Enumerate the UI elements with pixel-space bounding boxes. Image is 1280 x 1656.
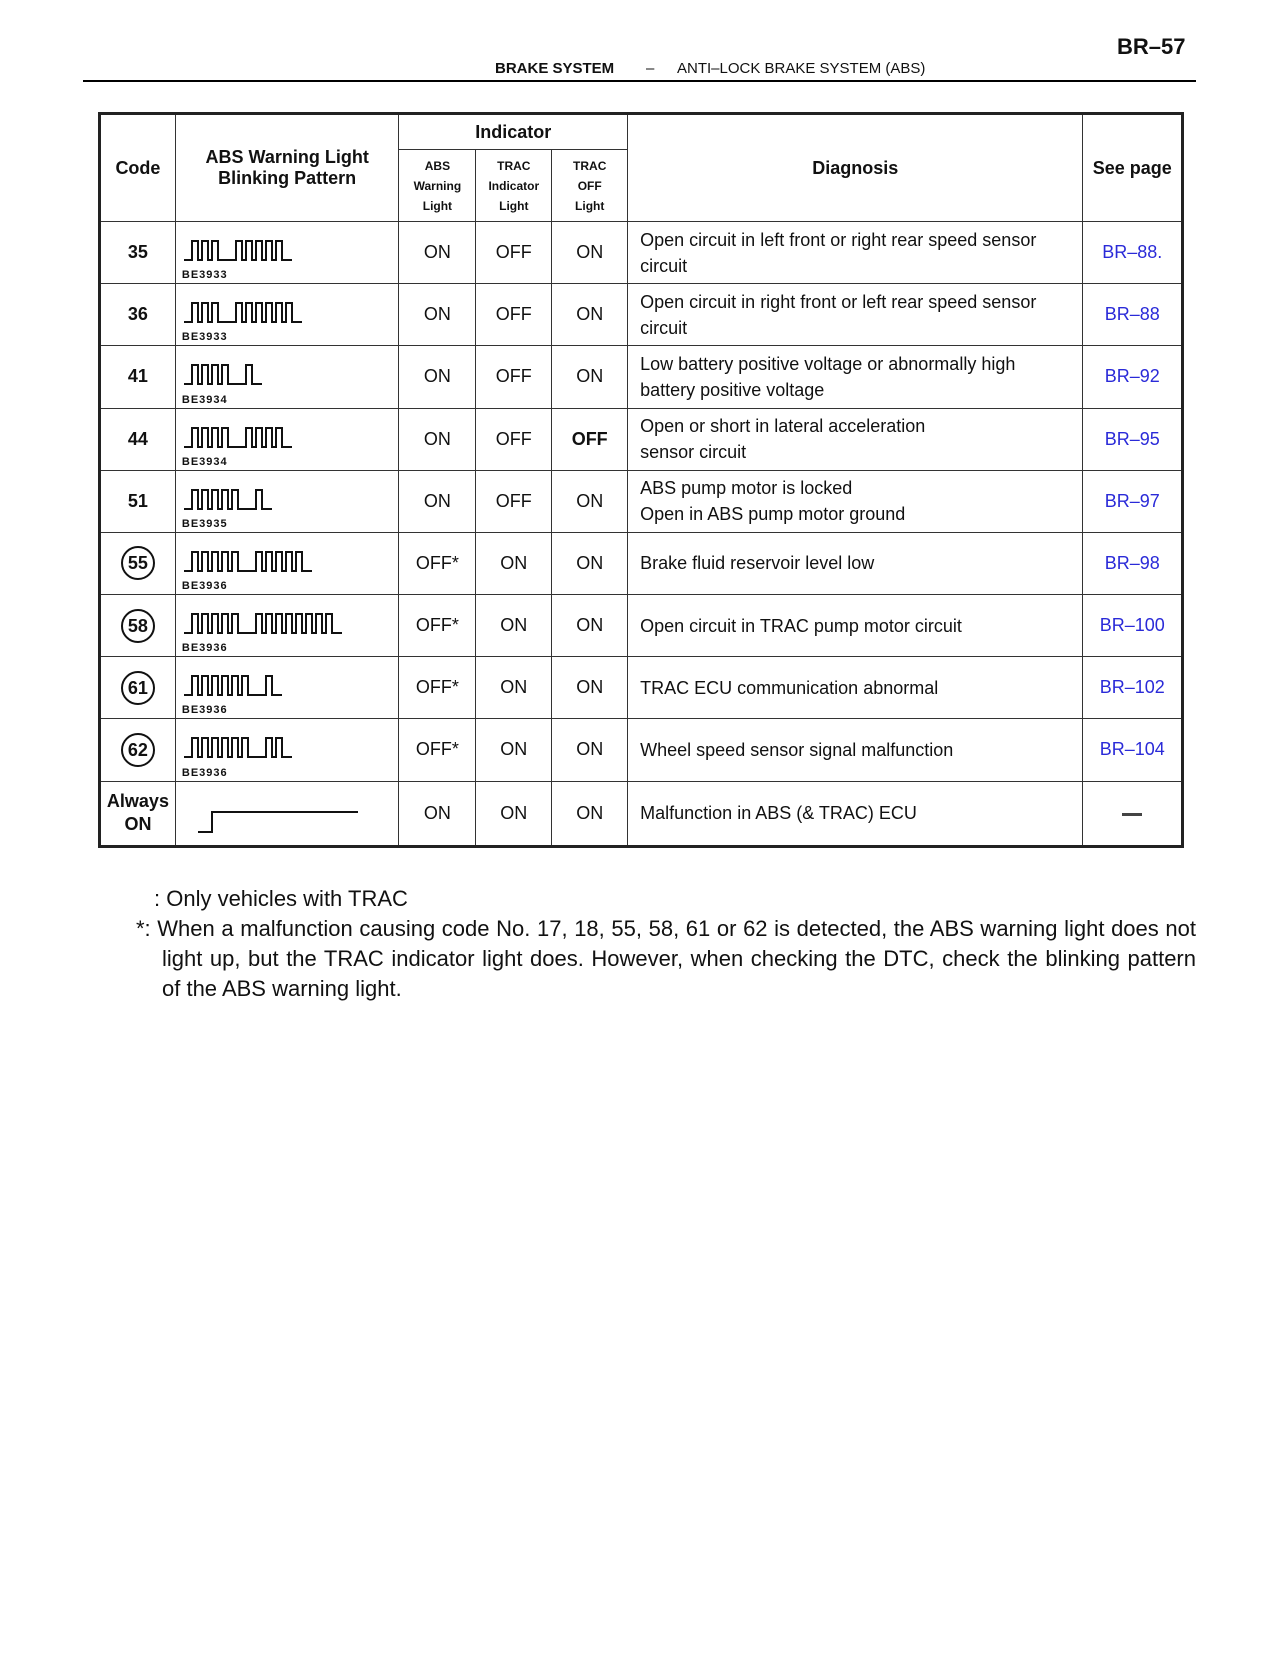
header-abs-line3: Light <box>422 198 453 213</box>
dtc-table <box>98 112 1184 848</box>
diagnosis-line1: ABS pump motor is locked <box>640 478 853 499</box>
header-tracoff-line2: OFF <box>577 178 602 193</box>
header-trac-indicator-light <box>476 150 552 222</box>
diagnosis-line2: circuit <box>640 255 688 276</box>
diagnosis-line1: Low battery positive voltage or abnormally high <box>640 353 1016 374</box>
header-tracoff-line1: TRAC <box>573 158 607 173</box>
table-row-always-on <box>100 781 1183 846</box>
figure-id: BE3936 <box>181 642 228 655</box>
subsection-title: ANTI–LOCK BRAKE SYSTEM (ABS) <box>677 60 926 77</box>
header-trac-line3: Light <box>499 198 529 213</box>
abs-warning-value: ON <box>399 470 476 532</box>
figure-id: BE3934 <box>181 393 228 406</box>
waveform-line <box>184 241 292 260</box>
no-page-dash <box>1122 813 1142 816</box>
header-code: Code <box>100 114 176 222</box>
diagnosis-text <box>628 408 1083 470</box>
header-see-page: See page <box>1083 114 1183 222</box>
blink-waveform <box>182 425 394 451</box>
trac-off-value: ON <box>552 595 628 657</box>
waveform-line <box>184 676 282 695</box>
page-number: BR–57 <box>1117 34 1186 59</box>
diagnosis-text <box>628 346 1083 408</box>
diagnosis-text <box>628 719 1083 781</box>
steady-on-waveform <box>182 798 382 838</box>
header-diagnosis: Diagnosis <box>628 114 1083 222</box>
diagnosis-text <box>628 284 1083 346</box>
code-number: 35 <box>127 242 148 263</box>
dtc-code <box>100 222 176 284</box>
diagnosis-line1: Brake fluid reservoir level low <box>640 553 875 574</box>
blink-waveform <box>182 611 394 637</box>
trac-indicator-value: OFF <box>476 284 552 346</box>
figure-id: BE3935 <box>181 517 228 530</box>
blink-waveform <box>182 300 394 326</box>
trac-indicator-value: ON <box>476 657 552 719</box>
header-abs-line2: Warning <box>413 178 462 193</box>
waveform-line <box>184 303 302 322</box>
abs-warning-value: ON <box>399 346 476 408</box>
waveform-line <box>184 365 262 384</box>
blink-waveform <box>182 673 394 699</box>
see-page-none <box>1083 781 1183 846</box>
dtc-code <box>100 657 176 719</box>
diagnosis-text <box>628 657 1083 719</box>
diagnosis-text <box>628 532 1083 594</box>
trac-off-value: ON <box>552 346 628 408</box>
see-page-link[interactable]: BR–95 <box>1083 408 1183 470</box>
trac-indicator-value: OFF <box>476 222 552 284</box>
abs-warning-value: OFF* <box>399 719 476 781</box>
diagnosis-line1: Open or short in lateral acceleration <box>640 416 926 437</box>
see-page-link[interactable]: BR–102 <box>1083 657 1183 719</box>
running-header <box>83 60 1196 82</box>
code-number: 41 <box>127 366 148 387</box>
header-blinking-pattern <box>175 114 399 222</box>
trac-indicator-value: OFF <box>476 408 552 470</box>
trac-indicator-value: ON <box>476 532 552 594</box>
blink-waveform <box>182 549 394 575</box>
header-trac-line2: Indicator <box>488 178 540 193</box>
figure-id: BE3936 <box>181 766 228 779</box>
figure-id: BE3936 <box>181 580 228 593</box>
diagnosis-text: Malfunction in ABS (& TRAC) ECU <box>628 781 1083 846</box>
trac-indicator-value: OFF <box>476 470 552 532</box>
see-page-link[interactable]: BR–97 <box>1083 470 1183 532</box>
header-trac-line1: TRAC <box>497 158 531 173</box>
diagnosis-line2: circuit <box>640 317 688 338</box>
trac-off-value: ON <box>552 719 628 781</box>
dtc-code <box>100 346 176 408</box>
see-page-link[interactable]: BR–104 <box>1083 719 1183 781</box>
see-page-link[interactable]: BR–88 <box>1083 284 1183 346</box>
blink-waveform <box>182 362 394 388</box>
diagnosis-text <box>628 222 1083 284</box>
footnotes <box>136 884 1196 1004</box>
waveform-line <box>184 490 272 509</box>
diagnosis-text <box>628 470 1083 532</box>
blink-pattern <box>175 532 399 594</box>
blink-pattern <box>175 470 399 532</box>
header-pattern-line1: ABS Warning Light <box>205 147 369 167</box>
trac-indicator-value: ON <box>476 719 552 781</box>
header-trac-off-light <box>552 150 628 222</box>
circled-code-number: 61 <box>121 671 155 705</box>
trac-off-value: ON <box>552 657 628 719</box>
waveform-line <box>184 428 292 447</box>
trac-indicator-value: ON <box>476 595 552 657</box>
header-pattern-line2: Blinking Pattern <box>218 168 357 188</box>
table-row <box>100 284 1183 346</box>
note-trac-only: : Only vehicles with TRAC <box>154 886 408 911</box>
dtc-code <box>100 408 176 470</box>
figure-id: BE3934 <box>181 455 228 468</box>
dtc-code <box>100 532 176 594</box>
abs-warning-value: OFF* <box>399 657 476 719</box>
header-separator: – <box>646 60 655 77</box>
diagnosis-line1: Open circuit in TRAC pump motor circuit <box>640 615 962 636</box>
note-asterisk: *: When a malfunction causing code No. 17, 18, 55, 58, 61 or 62 is detected, the ABS warning light does not light up, but the TRAC indicator light does. However, when checking the DTC, check the blinking pattern of the ABS warning light. <box>136 916 1196 1001</box>
figure-id: BE3936 <box>181 704 228 717</box>
table-row <box>100 719 1183 781</box>
dtc-code <box>100 595 176 657</box>
diagnosis-text <box>628 595 1083 657</box>
blink-pattern <box>175 719 399 781</box>
blink-pattern <box>175 346 399 408</box>
blink-pattern <box>175 657 399 719</box>
code-number: 36 <box>127 304 148 325</box>
blink-waveform <box>182 238 394 264</box>
code-number: 44 <box>127 428 148 449</box>
table-row <box>100 532 1183 594</box>
figure-id: BE3933 <box>181 331 228 344</box>
waveform-line <box>184 614 342 633</box>
diagnosis-line2: sensor circuit <box>640 442 747 463</box>
trac-off-value: ON <box>552 781 628 846</box>
code-always-line2: ON <box>124 814 152 835</box>
header-tracoff-line3: Light <box>575 198 605 213</box>
diagnosis-line2: Open in ABS pump motor ground <box>640 504 906 525</box>
diagnosis-line1: Open circuit in left front or right rear speed sensor <box>640 229 1037 250</box>
code-always-line1: Always <box>106 791 169 812</box>
table-row <box>100 222 1183 284</box>
see-page-link[interactable]: BR–88. <box>1083 222 1183 284</box>
circled-code-number: 62 <box>121 733 155 767</box>
table-row <box>100 657 1183 719</box>
table-row <box>100 408 1183 470</box>
waveform-line <box>184 552 312 571</box>
blink-waveform <box>182 735 394 761</box>
waveform-line <box>184 738 292 757</box>
abs-warning-value: ON <box>399 222 476 284</box>
header-abs-warning-light <box>399 150 476 222</box>
table-row <box>100 470 1183 532</box>
circled-code-number: 55 <box>121 546 155 580</box>
abs-warning-value: OFF* <box>399 595 476 657</box>
blink-pattern <box>175 595 399 657</box>
dtc-code <box>100 284 176 346</box>
header-indicator: Indicator <box>399 114 628 150</box>
trac-indicator-value: OFF <box>476 346 552 408</box>
circled-code-number: 58 <box>121 609 155 643</box>
code-number: 51 <box>127 490 148 511</box>
diagnosis-line1: TRAC ECU communication abnormal <box>640 677 939 698</box>
table-row <box>100 346 1183 408</box>
blink-waveform <box>182 487 394 513</box>
see-page-link[interactable]: BR–92 <box>1083 346 1183 408</box>
diagnosis-line2: battery positive voltage <box>640 379 825 400</box>
trac-off-value: ON <box>552 222 628 284</box>
trac-off-value: ON <box>552 284 628 346</box>
dtc-table-body <box>100 222 1183 847</box>
see-page-link[interactable]: BR–98 <box>1083 532 1183 594</box>
header-abs-line1: ABS <box>424 158 451 173</box>
blink-pattern <box>175 222 399 284</box>
blink-pattern <box>175 408 399 470</box>
blink-pattern <box>175 284 399 346</box>
abs-warning-value: OFF* <box>399 532 476 594</box>
code-always-on <box>100 781 176 846</box>
see-page-link[interactable]: BR–100 <box>1083 595 1183 657</box>
abs-warning-value: ON <box>399 781 476 846</box>
abs-warning-value: ON <box>399 408 476 470</box>
table-row <box>100 595 1183 657</box>
trac-indicator-value: ON <box>476 781 552 846</box>
dtc-code <box>100 470 176 532</box>
blink-pattern-always-on <box>175 781 399 846</box>
diagnosis-line1: Wheel speed sensor signal malfunction <box>640 739 954 760</box>
trac-off-value: ON <box>552 532 628 594</box>
trac-off-value: OFF <box>552 408 628 470</box>
diagnosis-line1: Open circuit in right front or left rear speed sensor <box>640 291 1037 312</box>
section-title: BRAKE SYSTEM <box>495 60 615 77</box>
trac-off-value: ON <box>552 470 628 532</box>
abs-warning-value: ON <box>399 284 476 346</box>
dtc-code <box>100 719 176 781</box>
figure-id: BE3933 <box>181 269 228 282</box>
